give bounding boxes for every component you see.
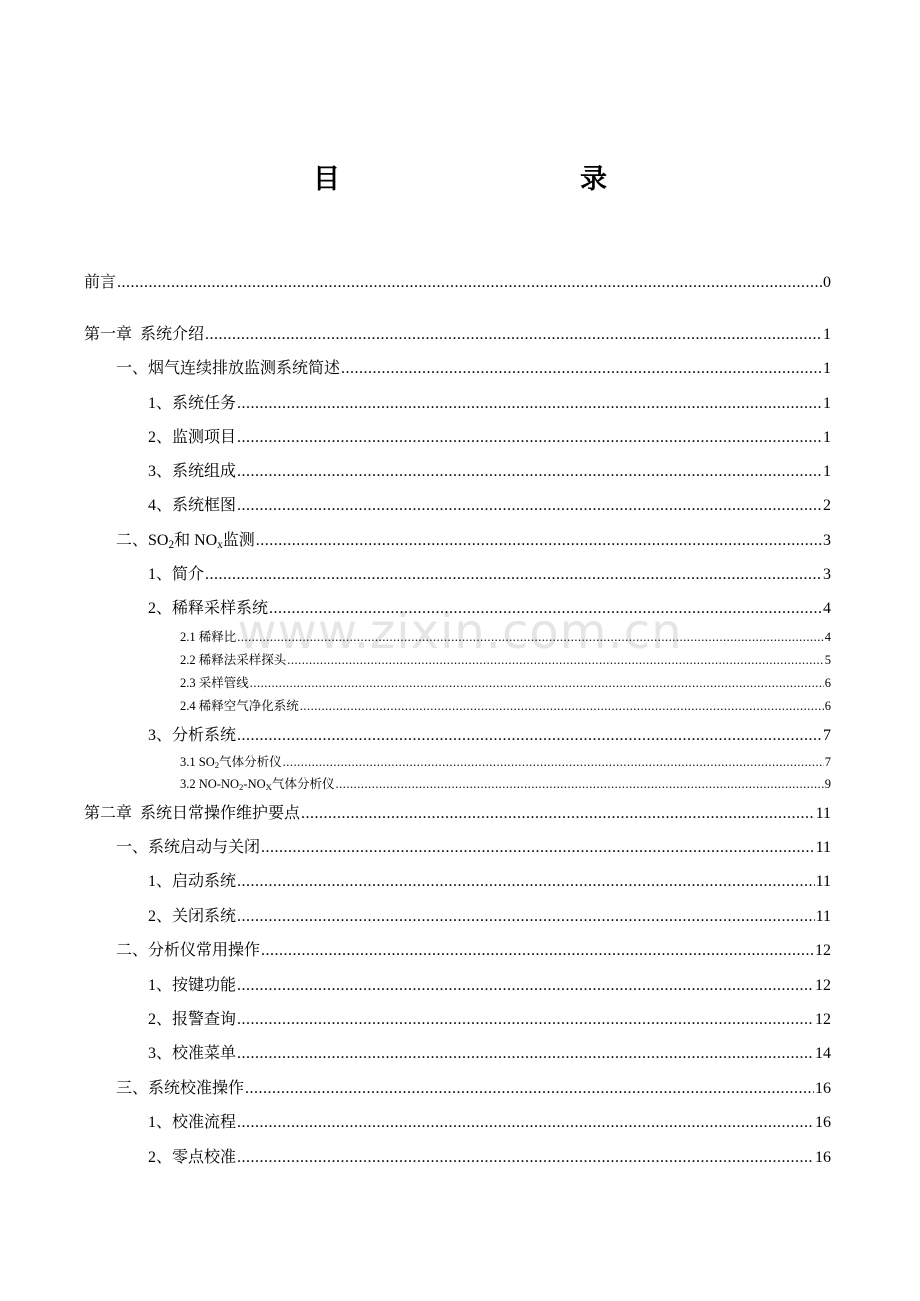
toc-entry-subsection[interactable] [0,971,920,995]
toc-entry-label [180,755,282,770]
subscript: 2 [168,538,175,551]
toc-entry-subsection[interactable] [0,560,920,584]
toc-entry-subsection[interactable] [0,457,920,481]
page-title: 目 录 [313,164,669,195]
toc-entry-item[interactable] [0,650,920,668]
toc-page-number: 4 [824,630,831,644]
toc-entry-subsection[interactable] [0,389,920,413]
toc-entry-chapter-1[interactable] [0,320,920,344]
toc-entry-label: 2、监测项目 [148,428,237,446]
toc-entry-label: 2.1 稀释比 [180,630,237,644]
toc-entry-item[interactable] [0,696,920,714]
toc-entry-label: 1、校准流程 [148,1113,237,1131]
toc-entry-subsection[interactable] [0,1108,920,1132]
toc-entry-label: 1、启动系统 [148,872,237,890]
dot-leader [250,676,824,691]
toc-entry-subsection[interactable] [0,1143,920,1167]
toc-entry-subsection[interactable] [0,423,920,447]
toc-page-number: 6 [824,699,831,713]
toc-page-number: 1 [823,325,831,343]
toc-entry-label [180,777,334,792]
toc-entry-item[interactable] [0,752,920,770]
dot-leader [256,531,822,550]
dot-leader [237,907,815,926]
toc-entry-label: 2.4 稀释空气净化系统 [180,699,299,713]
label-part: 3.1 SO [180,755,215,769]
subscript: X [265,782,272,793]
toc-page-number: 0 [823,273,831,291]
toc-page-number: 7 [823,726,831,744]
toc-page-number: 11 [815,907,831,925]
toc-entry-section[interactable] [0,1074,920,1098]
toc-entry-subsection[interactable] [0,594,920,618]
toc-entry-section[interactable] [0,526,920,550]
toc-entry-subsection[interactable] [0,1039,920,1063]
toc-page-number: 11 [815,872,831,890]
toc-entry-item[interactable] [0,774,920,792]
toc-entry-chapter-2[interactable] [0,799,920,823]
label-part: -NO [243,777,266,791]
label-part: 二、SO [116,531,169,549]
toc-entry-label: 2.2 稀释法采样探头 [180,653,287,667]
dot-leader [237,1148,814,1167]
dot-leader [341,359,822,378]
toc-page-number: 6 [824,676,831,690]
toc-entry-label: 2、稀释采样系统 [148,599,269,617]
toc-entry-label: 1、系统任务 [148,394,237,412]
dot-leader [205,325,822,344]
subscript: 2 [239,782,244,793]
toc-page-number: 4 [823,599,831,617]
toc-entry-subsection[interactable] [0,867,920,891]
dot-leader [269,599,822,618]
dot-leader [205,565,822,584]
toc-entry-item[interactable] [0,627,920,645]
toc-entry-label: 4、系统框图 [148,496,237,514]
toc-page-number: 12 [815,941,831,959]
dot-leader [117,273,822,292]
toc-entry-label: 3、分析系统 [148,726,237,744]
label-part: 气体分析仪 [219,755,282,769]
toc-entry-label: 三、系统校准操作 [116,1079,245,1097]
dot-leader [237,394,822,413]
toc-page-number: 3 [823,531,831,549]
toc-entry-label: 前言 [84,273,117,291]
dot-leader [237,630,823,645]
toc-page-number: 16 [815,1079,831,1097]
toc-entry-subsection[interactable] [0,902,920,926]
toc-entry-label: 3、校准菜单 [148,1044,237,1062]
toc-page-number: 14 [815,1044,831,1062]
dot-leader [237,428,822,447]
toc-page-number: 3 [823,565,831,583]
toc-page-number: 1 [823,359,831,377]
toc-page-number: 11 [815,804,831,822]
toc-entry-subsection[interactable] [0,721,920,745]
toc-entry-label: 1、按键功能 [148,976,237,994]
dot-leader [237,1113,814,1132]
dot-leader [237,496,822,515]
dot-leader [237,1010,814,1029]
toc-entry-label: 第一章 系统介绍 [84,325,205,343]
dot-leader [301,804,815,823]
dot-leader [237,872,815,891]
dot-leader [261,941,814,960]
toc-entry-label: 二、分析仪常用操作 [116,941,261,959]
toc-page-number: 16 [815,1113,831,1131]
toc-entry-preface[interactable] [0,268,920,292]
dot-leader [237,976,814,995]
dot-leader [237,1044,814,1063]
toc-entry-label: 3、系统组成 [148,462,237,480]
toc-page-number: 1 [823,428,831,446]
dot-leader [261,838,815,857]
toc-entry-label: 第二章 系统日常操作维护要点 [84,804,301,822]
label-part: 3.2 NO-NO [180,777,240,791]
toc-entry-item[interactable] [0,673,920,691]
dot-leader [237,462,822,481]
toc-entry-subsection[interactable] [0,491,920,515]
toc-entry-label: 一、烟气连续排放监测系统简述 [116,359,341,377]
toc-entry-section[interactable] [0,354,920,378]
toc-entry-subsection[interactable] [0,1005,920,1029]
toc-page-number: 1 [823,394,831,412]
dot-leader [287,653,823,668]
dot-leader [335,777,823,792]
toc-entry-label: 2、报警查询 [148,1010,237,1028]
toc-page-number: 16 [815,1148,831,1166]
dot-leader [283,755,824,770]
toc-page-number: 12 [815,976,831,994]
toc-entry-label: 1、简介 [148,565,205,583]
toc-entry-label: 一、系统启动与关闭 [116,838,261,856]
toc-entry-label [116,531,255,550]
toc-page-number: 5 [824,653,831,667]
dot-leader [245,1079,814,1098]
toc-page-number: 11 [815,838,831,856]
toc-page-number: 7 [824,755,831,769]
label-part: 监测 [222,531,255,549]
dot-leader [237,726,822,745]
toc-entry-section[interactable] [0,833,920,857]
toc-entry-label: 2、关闭系统 [148,907,237,925]
dot-leader [300,699,824,714]
toc-page-number: 2 [823,496,831,514]
label-part: 和 NO [174,531,218,549]
subscript: x [217,538,223,551]
label-part: 气体分析仪 [271,777,335,791]
toc-entry-section[interactable] [0,936,920,960]
toc-page-number: 9 [824,777,831,791]
subscript: 2 [214,760,220,771]
toc-page-number: 12 [815,1010,831,1028]
toc-entry-label: 2、零点校准 [148,1148,237,1166]
toc-entry-label: 2.3 采样管线 [180,676,249,690]
watermark: www.zixin.com.cn [237,604,683,660]
toc-page-number: 1 [823,462,831,480]
